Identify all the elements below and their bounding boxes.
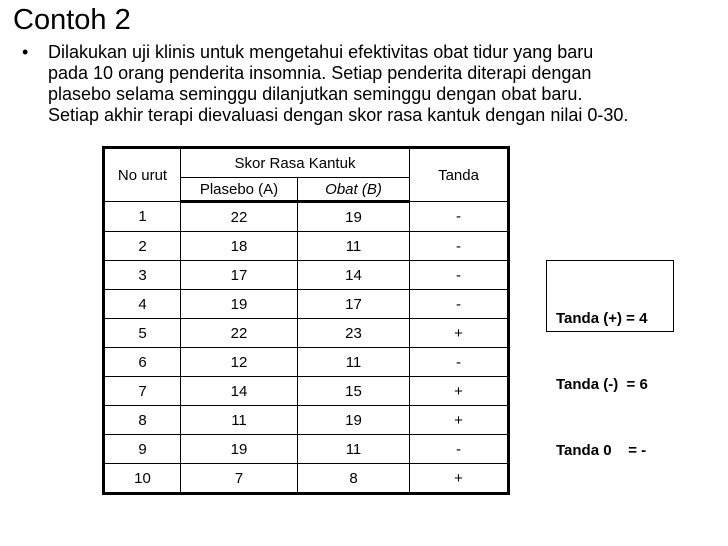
- table-row: [104, 202, 509, 232]
- cell-no-urut: 3: [104, 261, 181, 290]
- cell-tanda: -: [410, 348, 509, 377]
- table-row: [104, 261, 509, 290]
- table-row: [104, 290, 509, 319]
- cell-obat: 19: [298, 202, 410, 232]
- table-row: [104, 377, 509, 406]
- cell-tanda: +: [410, 464, 509, 494]
- cell-plasebo: 7: [181, 464, 298, 494]
- cell-obat: 14: [298, 261, 410, 290]
- cell-no-urut: 7: [104, 377, 181, 406]
- score-table: [102, 146, 510, 495]
- cell-no-urut: 9: [104, 435, 181, 464]
- header-tanda: Tanda: [410, 148, 509, 202]
- header-plasebo: Plasebo (A): [181, 178, 298, 202]
- table-body: [104, 202, 509, 494]
- table-row: [104, 464, 509, 494]
- slide-title: Contoh 2: [13, 4, 131, 36]
- cell-obat: 11: [298, 435, 410, 464]
- cell-tanda: -: [410, 202, 509, 232]
- header-obat: Obat (B): [298, 178, 410, 202]
- cell-plasebo: 18: [181, 232, 298, 261]
- cell-plasebo: 14: [181, 377, 298, 406]
- cell-no-urut: 6: [104, 348, 181, 377]
- summary-line-minus: Tanda (-) = 6: [556, 376, 648, 393]
- summary-line-plus: Tanda (+) = 4: [556, 310, 648, 327]
- bullet-paragraph: [48, 42, 720, 126]
- table-row: [104, 232, 509, 261]
- cell-tanda: -: [410, 435, 509, 464]
- header-no-urut: No urut: [104, 148, 181, 202]
- table-row: [104, 435, 509, 464]
- paragraph-line: plasebo selama seminggu dilanjutkan seminggu dengan obat baru.: [48, 84, 583, 104]
- table-row: [104, 406, 509, 435]
- sign-summary-box: [546, 260, 674, 459]
- cell-plasebo: 22: [181, 319, 298, 348]
- paragraph-line: pada 10 orang penderita insomnia. Setiap penderita diterapi dengan: [48, 63, 592, 83]
- cell-plasebo: 22: [181, 202, 298, 232]
- cell-obat: 23: [298, 319, 410, 348]
- cell-no-urut: 2: [104, 232, 181, 261]
- cell-no-urut: 4: [104, 290, 181, 319]
- table-row: [104, 319, 509, 348]
- cell-plasebo: 17: [181, 261, 298, 290]
- table-row: [104, 348, 509, 377]
- cell-tanda: -: [410, 232, 509, 261]
- header-skor-rasa-kantuk: Skor Rasa Kantuk: [181, 148, 410, 178]
- cell-tanda: -: [410, 290, 509, 319]
- paragraph-line: Setiap akhir terapi dievaluasi dengan skor rasa kantuk dengan nilai 0-30.: [48, 105, 629, 125]
- cell-obat: 19: [298, 406, 410, 435]
- cell-obat: 15: [298, 377, 410, 406]
- cell-plasebo: 12: [181, 348, 298, 377]
- cell-obat: 17: [298, 290, 410, 319]
- cell-no-urut: 1: [104, 202, 181, 232]
- cell-no-urut: 5: [104, 319, 181, 348]
- cell-tanda: +: [410, 406, 509, 435]
- cell-obat: 8: [298, 464, 410, 494]
- cell-no-urut: 8: [104, 406, 181, 435]
- cell-obat: 11: [298, 232, 410, 261]
- cell-tanda: +: [410, 377, 509, 406]
- cell-tanda: +: [410, 319, 509, 348]
- cell-tanda: -: [410, 261, 509, 290]
- summary-line-zero: Tanda 0 = -: [556, 442, 647, 459]
- cell-plasebo: 19: [181, 290, 298, 319]
- paragraph-line: Dilakukan uji klinis untuk mengetahui efektivitas obat tidur yang baru: [48, 42, 594, 62]
- cell-plasebo: 11: [181, 406, 298, 435]
- cell-no-urut: 10: [104, 464, 181, 494]
- cell-obat: 11: [298, 348, 410, 377]
- bullet-marker: •: [22, 42, 29, 62]
- cell-plasebo: 19: [181, 435, 298, 464]
